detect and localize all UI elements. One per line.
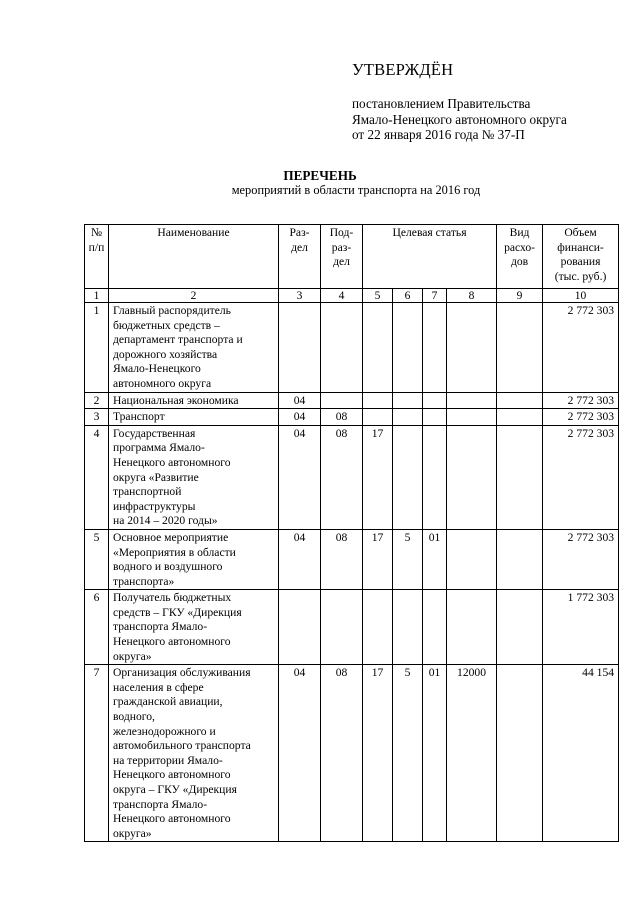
column-number: 1 — [85, 289, 109, 303]
column-number: 2 — [109, 289, 279, 303]
row-name: Организация обслуживания населения в сфере гражданской авиации, водного, железнодорожного и автомобильного транспорта на территории Ямало- Ненецкого автономного округа – ГКУ «Дирекция транспорта Ямало- Ненецкого автономного округа» — [109, 665, 279, 842]
row-target-6: 5 — [393, 529, 423, 589]
row-expense-type — [497, 409, 543, 426]
row-razdel — [279, 590, 321, 665]
row-num: 4 — [85, 425, 109, 529]
column-number: 7 — [423, 289, 447, 303]
title-main: ПЕРЕЧЕНЬ — [283, 168, 357, 183]
row-podrazdel — [321, 590, 363, 665]
measures-table — [84, 224, 619, 842]
column-number: 8 — [447, 289, 497, 303]
row-name: Государственная программа Ямало- Ненецкого автономного округа «Развитие транспортной инфраструктуры на 2014 – 2020 годы» — [109, 425, 279, 529]
table-row — [85, 590, 619, 665]
row-target-7 — [423, 590, 447, 665]
row-target-8 — [447, 303, 497, 393]
column-number: 6 — [393, 289, 423, 303]
row-razdel — [279, 303, 321, 393]
table-row — [85, 409, 619, 426]
row-target-5 — [363, 303, 393, 393]
row-podrazdel: 08 — [321, 425, 363, 529]
row-razdel: 04 — [279, 409, 321, 426]
row-target-6 — [393, 409, 423, 426]
document-title — [0, 168, 640, 198]
row-target-8 — [447, 590, 497, 665]
row-razdel: 04 — [279, 392, 321, 409]
row-target-6: 5 — [393, 665, 423, 842]
row-name: Национальная экономика — [109, 392, 279, 409]
column-numbers-row — [85, 289, 619, 303]
row-podrazdel: 08 — [321, 529, 363, 589]
row-funding-volume: 1 772 303 — [543, 590, 619, 665]
row-target-8 — [447, 392, 497, 409]
row-name: Основное мероприятие «Мероприятия в области водного и воздушного транспорта» — [109, 529, 279, 589]
header-expense-type: Вид расхо- дов — [497, 225, 543, 289]
row-podrazdel — [321, 303, 363, 393]
row-funding-volume: 2 772 303 — [543, 425, 619, 529]
table-row — [85, 665, 619, 842]
row-target-5 — [363, 392, 393, 409]
row-target-7 — [423, 392, 447, 409]
row-funding-volume: 2 772 303 — [543, 409, 619, 426]
row-target-5: 17 — [363, 529, 393, 589]
row-name: Транспорт — [109, 409, 279, 426]
row-razdel: 04 — [279, 665, 321, 842]
row-num: 1 — [85, 303, 109, 393]
row-num: 3 — [85, 409, 109, 426]
row-target-5 — [363, 409, 393, 426]
row-podrazdel — [321, 392, 363, 409]
row-target-7 — [423, 425, 447, 529]
row-target-5 — [363, 590, 393, 665]
approval-block — [352, 60, 632, 143]
column-number: 3 — [279, 289, 321, 303]
approval-heading: УТВЕРЖДЁН — [352, 60, 454, 79]
header-podrazdel: Под- раз- дел — [321, 225, 363, 289]
row-name: Получатель бюджетных средств – ГКУ «Дирекция транспорта Ямало- Ненецкого автономного округа» — [109, 590, 279, 665]
table-row — [85, 392, 619, 409]
row-target-7: 01 — [423, 529, 447, 589]
column-number: 10 — [543, 289, 619, 303]
row-funding-volume: 2 772 303 — [543, 529, 619, 589]
row-target-5: 17 — [363, 425, 393, 529]
row-target-6 — [393, 392, 423, 409]
row-target-5: 17 — [363, 665, 393, 842]
table-row — [85, 425, 619, 529]
row-target-8 — [447, 425, 497, 529]
approval-line-2: Ямало-Ненецкого автономного округа — [352, 111, 567, 127]
row-expense-type — [497, 303, 543, 393]
row-num: 7 — [85, 665, 109, 842]
row-razdel: 04 — [279, 425, 321, 529]
row-podrazdel: 08 — [321, 409, 363, 426]
approval-line-1: постановлением Правительства — [352, 96, 531, 111]
column-number: 5 — [363, 289, 393, 303]
row-num: 6 — [85, 590, 109, 665]
table-row — [85, 303, 619, 393]
row-expense-type — [497, 529, 543, 589]
row-expense-type — [497, 425, 543, 529]
row-target-8: 12000 — [447, 665, 497, 842]
row-expense-type — [497, 590, 543, 665]
row-podrazdel: 08 — [321, 665, 363, 842]
row-target-6 — [393, 425, 423, 529]
row-expense-type — [497, 392, 543, 409]
row-target-8 — [447, 409, 497, 426]
row-name: Главный распорядитель бюджетных средств – департамент транспорта и дорожного хозяйства Ямало-Ненецкого автономного округа — [109, 303, 279, 393]
row-funding-volume: 2 772 303 — [543, 303, 619, 393]
table-row — [85, 529, 619, 589]
header-target-article: Целевая статья — [363, 225, 497, 289]
table-header-row — [85, 225, 619, 289]
row-target-8 — [447, 529, 497, 589]
header-num: № п/п — [85, 225, 109, 289]
row-funding-volume: 2 772 303 — [543, 392, 619, 409]
header-razdel: Раз- дел — [279, 225, 321, 289]
row-num: 5 — [85, 529, 109, 589]
row-target-7 — [423, 409, 447, 426]
row-num: 2 — [85, 392, 109, 409]
header-funding-volume: Объем финанси- рования (тыс. руб.) — [543, 225, 619, 289]
column-number: 9 — [497, 289, 543, 303]
row-expense-type — [497, 665, 543, 842]
row-target-7: 01 — [423, 665, 447, 842]
row-funding-volume: 44 154 — [543, 665, 619, 842]
column-number: 4 — [321, 289, 363, 303]
row-target-6 — [393, 590, 423, 665]
title-subtitle: мероприятий в области транспорта на 2016 год — [231, 183, 481, 197]
row-target-7 — [423, 303, 447, 393]
approval-line-3: от 22 января 2016 года № 37-П — [352, 127, 525, 142]
header-name: Наименование — [109, 225, 279, 289]
row-target-6 — [393, 303, 423, 393]
row-razdel: 04 — [279, 529, 321, 589]
